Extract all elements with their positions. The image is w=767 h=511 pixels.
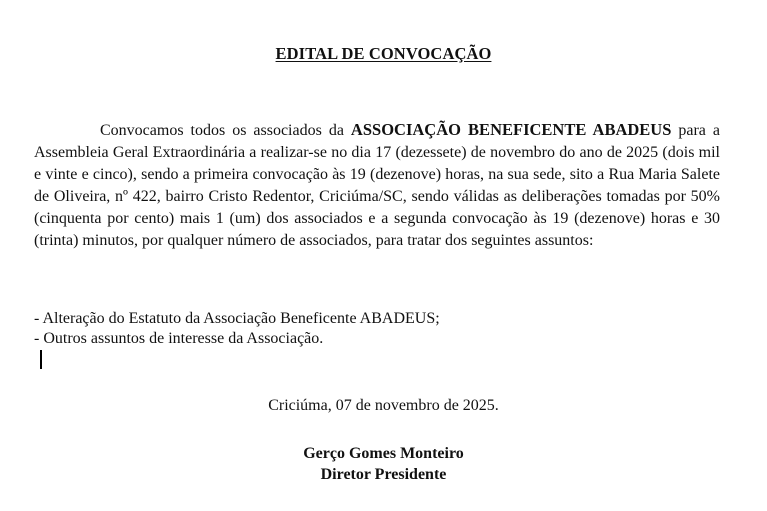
signatory-name: Gerço Gomes Monteiro (303, 445, 464, 462)
paragraph-body: para a Assembleia Geral Extraordinária a realizar-se no dia 17 (dezessete) de novembro do ano de 2025 (dois mil e vinte e cinco), sendo a primeira convocação às 19 (dezenove) horas, na sua sede, sito a Rua Maria Salete de Oliveira, nº 422, bairro Cristo Redentor, Criciúma/SC, sendo válidas as deliberações tomadas por 50% (cinquenta por cento) mais 1 (um) dos associados e a segunda convocação às 19 (dezenove) horas e 30 (trinta) minutos, por qualquer número de associados, para tratar dos seguintes assuntos: (34, 122, 720, 249)
place-date: Criciúma, 07 de novembro de 2025. (268, 397, 499, 414)
agenda-list (34, 309, 720, 349)
convocation-paragraph (34, 119, 720, 252)
agenda-item: - Outros assuntos de interesse da Associação. (34, 330, 324, 347)
paragraph-intro: Convocamos todos os associados da (100, 122, 351, 139)
agenda-item: - Alteração do Estatuto da Associação Beneficente ABADEUS; (34, 310, 440, 327)
document-title: EDITAL DE CONVOCAÇÃO (275, 44, 492, 63)
signatory-role: Diretor Presidente (320, 466, 447, 483)
organization-name: ASSOCIAÇÃO BENEFICENTE ABADEUS (350, 120, 672, 139)
text-cursor (40, 350, 42, 369)
signature-block (0, 443, 767, 485)
